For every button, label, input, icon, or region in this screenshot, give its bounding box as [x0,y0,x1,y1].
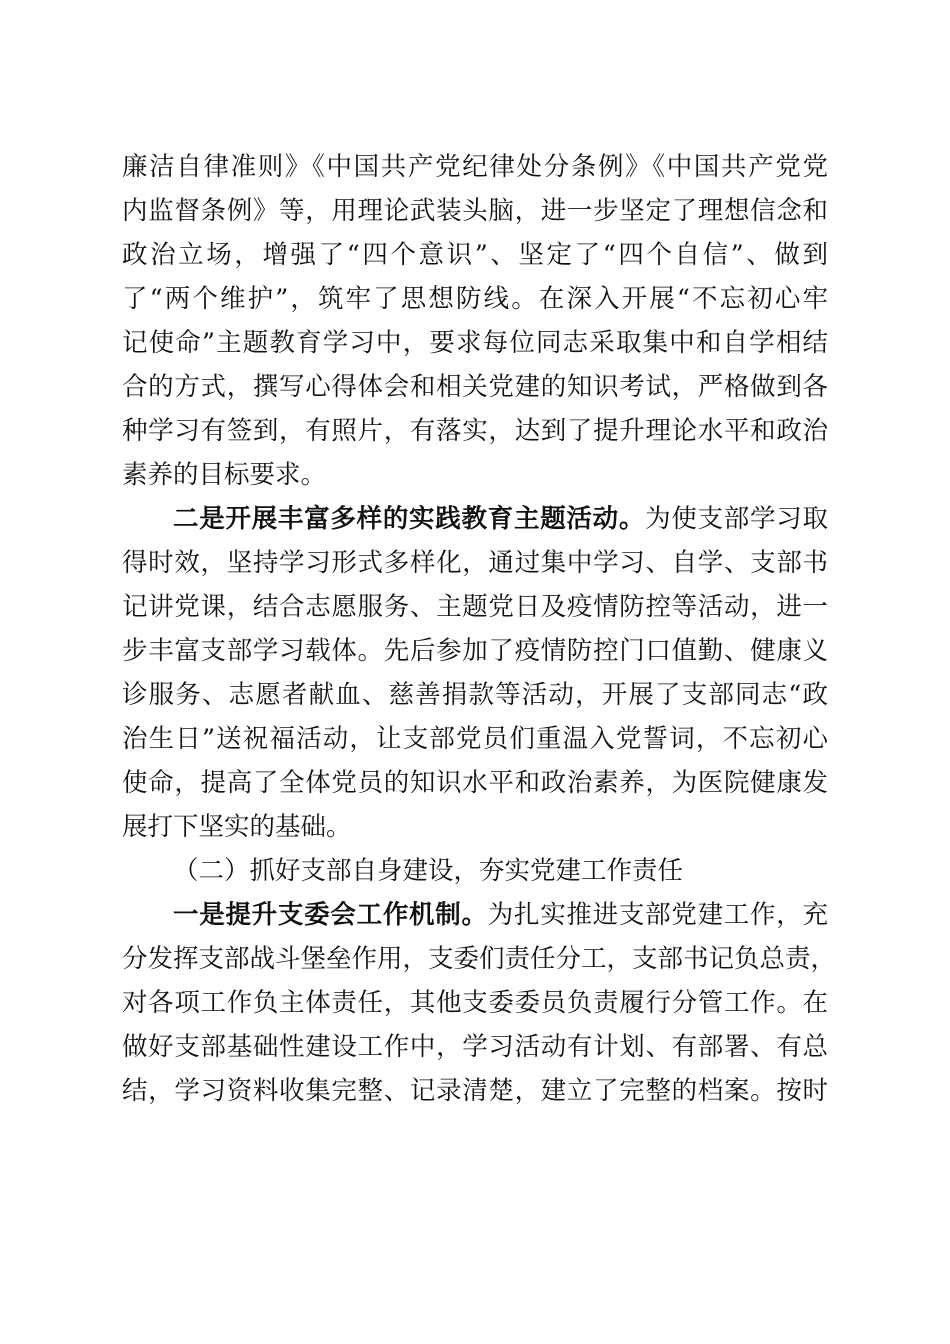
body-line: 做好支部基础性建设工作中，学习活动有计划、有部署、有总 [122,1032,828,1062]
body-line: 得时效，坚持学习形式多样化，通过集中学习、自学、支部书 [122,548,828,578]
body-line: 分发挥支部战斗堡垒作用，支委们责任分工，支部书记负总责， [122,944,837,974]
body-line: 治生日”送祝福活动，让支部党员们重温入党誓词，不忘初心 [122,724,828,754]
body-line: 对各项工作负主体责任，其他支委委员负责履行分管工作。在 [122,988,828,1018]
paragraph-lead: 二是开展丰富多样的实践教育主题活动。 [173,504,646,534]
body-line: 诊服务、志愿者献血、慈善捐款等活动，开展了支部同志“政 [122,680,828,710]
body-line: 使命，提高了全体党员的知识水平和政治素养，为医院健康发 [122,768,828,798]
paragraph-first-line-rest: 为扎实推进支部党建工作，充 [487,900,828,930]
body-line: 种学习有签到，有照片，有落实，达到了提升理论水平和政治 [122,416,828,446]
body-line: 记讲党课，结合志愿服务、主题党日及疫情防控等活动，进一 [122,592,828,622]
paragraph-lead: 一是提升支委会工作机制。 [173,900,488,930]
body-line: 展打下坚实的基础。 [122,812,352,842]
body-line: 步丰富支部学习载体。先后参加了疫情防控门口值勤、健康义 [122,636,828,666]
body-line: 素养的目标要求。 [122,460,327,490]
body-line: 内监督条例》等，用理论武装头脑，进一步坚定了理想信念和 [122,196,828,226]
body-line: 了“两个维护”，筑牢了思想防线。在深入开展“不忘初心牢 [122,284,828,314]
paragraph-first-line-rest: 为使支部学习取 [645,504,828,534]
paragraph-first-line [173,501,828,537]
body-line: 记使命”主题教育学习中，要求每位同志采取集中和自学相结 [122,328,828,358]
paragraph-first-line [173,897,828,933]
body-line: 合的方式，撰写心得体会和相关党建的知识考试，严格做到各 [122,372,828,402]
body-line: 政治立场，增强了“四个意识”、坚定了“四个自信”、做到 [122,240,828,270]
body-line: 结，学习资料收集完整、记录清楚，建立了完整的档案。按时 [122,1076,828,1106]
body-line: 廉洁自律准则》《中国共产党纪律处分条例》《中国共产党党 [122,152,828,182]
section-heading: （二）抓好支部自身建设，夯实党建工作责任 [173,856,684,886]
